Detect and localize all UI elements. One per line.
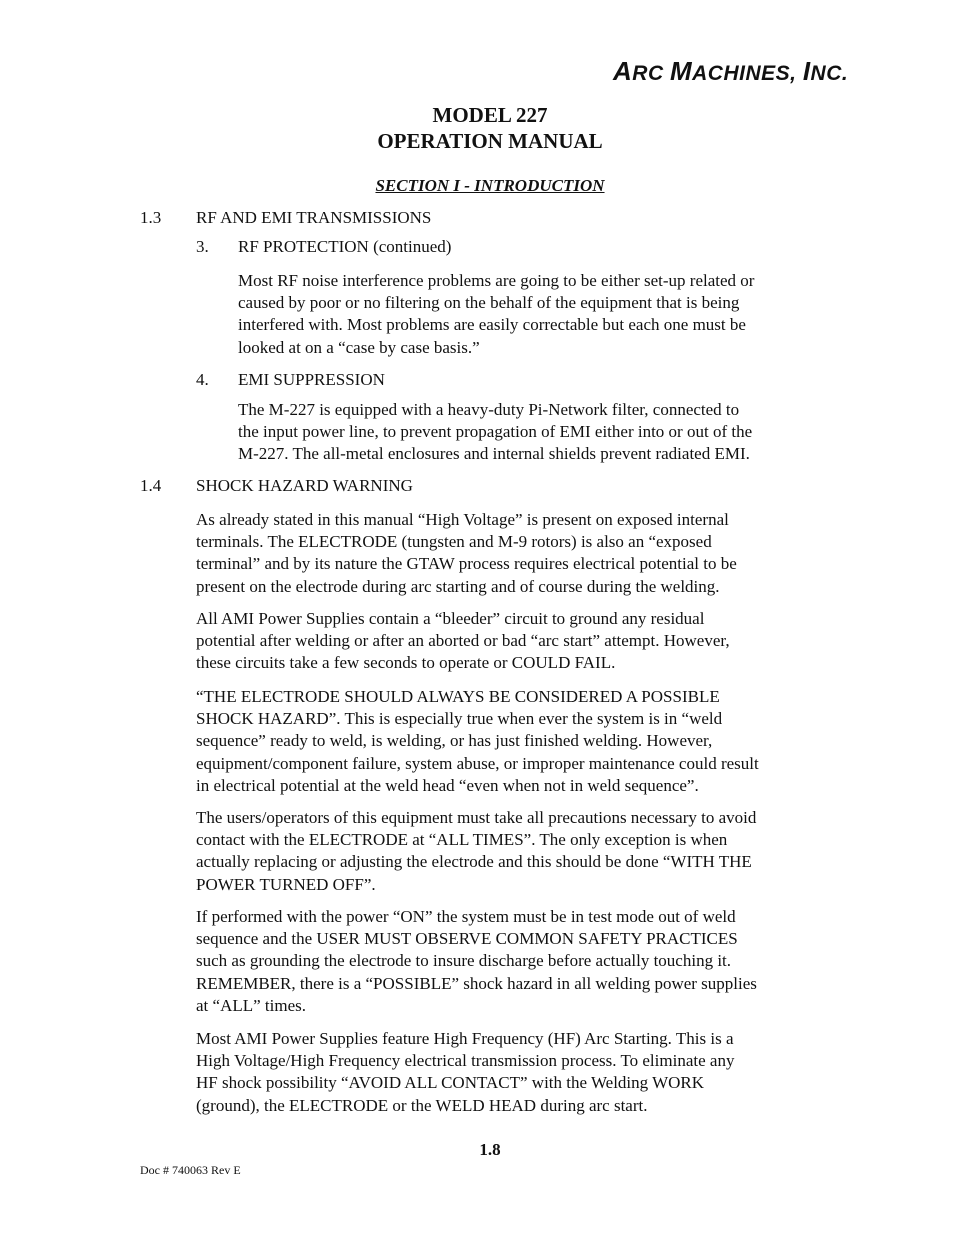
- text-line: terminals. The ELECTRODE (tungsten and M-9 rotors) is also an “exposed: [196, 532, 712, 552]
- logo-letter: A: [613, 56, 633, 86]
- paragraph-shock-5: [196, 906, 836, 1017]
- paragraph-shock-1: [196, 509, 836, 598]
- text-line: If performed with the power “ON” the system must be in test mode out of weld: [196, 907, 736, 926]
- item-number: 4.: [196, 370, 209, 389]
- text-line: equipment/component failure, system abuse, or improper maintenance could result: [196, 753, 759, 773]
- text-line: HF shock possibility “AVOID ALL CONTACT” with the Welding WORK: [196, 1073, 705, 1093]
- text-line: such as grounding the electrode to insure discharge before actually touching it.: [196, 951, 732, 971]
- logo-letter: I: [802, 56, 811, 86]
- paragraph-emi-suppression: [238, 399, 878, 466]
- text-line: contact with the ELECTRODE at “ALL TIMES”. The only exception is when: [196, 830, 728, 850]
- logo-text: ACHINES,: [692, 62, 803, 85]
- section-heading: SECTION I - INTRODUCTION: [375, 176, 605, 195]
- document-title-manual: OPERATION MANUAL: [377, 129, 603, 153]
- section-number: 1.4: [140, 476, 162, 495]
- paragraph-shock-2: [196, 608, 836, 675]
- text-line: actually replacing or adjusting the electrode and this should be done “WITH THE: [196, 852, 752, 872]
- logo-letter: M: [669, 56, 693, 86]
- logo-text: NC.: [810, 62, 849, 85]
- text-line: potential after welding or after an aborted or bad “arc start” attempt. However,: [196, 631, 730, 651]
- paragraph-rf-protection: [238, 270, 878, 359]
- section-title: SHOCK HAZARD WARNING: [196, 476, 413, 495]
- section-title: RF AND EMI TRANSMISSIONS: [196, 208, 432, 227]
- text-line: interfered with. Most problems are easily correctable but each one must be: [238, 315, 746, 335]
- text-line: Most RF noise interference problems are going to be either set-up related or: [238, 271, 755, 290]
- text-line: All AMI Power Supplies contain a “bleeder” circuit to ground any residual: [196, 609, 705, 628]
- text-line: As already stated in this manual “High Voltage” is present on exposed internal: [196, 510, 729, 529]
- text-line: REMEMBER, there is a “POSSIBLE” shock hazard in all welding power supplies: [196, 973, 757, 993]
- item-title: RF PROTECTION (continued): [238, 237, 452, 256]
- text-line: in electrical potential at the weld head “even when not in weld sequence”.: [196, 775, 699, 795]
- text-line: The users/operators of this equipment must take all precautions necessary to avoid: [196, 808, 757, 827]
- text-line: High Voltage/High Frequency electrical transmission process. To eliminate any: [196, 1051, 735, 1071]
- text-line: sequence and the USER MUST OBSERVE COMMON SAFETY PRACTICES: [196, 929, 738, 949]
- document-number: Doc # 740063 Rev E: [140, 1163, 241, 1177]
- text-line: The M-227 is equipped with a heavy-duty Pi-Network filter, connected to: [238, 400, 740, 419]
- logo-text: RC: [632, 62, 670, 85]
- text-line: terminal” and by its nature the GTAW process requires electrical potential to be: [196, 554, 737, 574]
- text-line: “THE ELECTRODE SHOULD ALWAYS BE CONSIDERED A POSSIBLE: [196, 687, 720, 706]
- text-line: (ground), the ELECTRODE or the WELD HEAD during arc start.: [196, 1095, 648, 1115]
- text-line: these circuits take a few seconds to operate or COULD FAIL.: [196, 653, 616, 673]
- paragraph-shock-3: [196, 686, 836, 797]
- item-title: EMI SUPPRESSION: [238, 370, 385, 389]
- text-line: looked at on a “case by case basis.”: [238, 337, 480, 357]
- text-line: sequence” ready to weld, is welding, or has just finished welding. However,: [196, 731, 713, 751]
- text-line: POWER TURNED OFF”.: [196, 874, 376, 894]
- section-number: 1.3: [140, 208, 162, 227]
- document-title-model: MODEL 227: [432, 103, 548, 127]
- company-logo: [613, 56, 848, 87]
- text-line: present on the electrode during arc starting and of course during the welding.: [196, 576, 720, 596]
- text-line: the input power line, to prevent propagation of EMI either into or out of the: [238, 422, 753, 442]
- text-line: at “ALL” times.: [196, 995, 306, 1015]
- paragraph-shock-6: [196, 1028, 836, 1117]
- text-line: Most AMI Power Supplies feature High Frequency (HF) Arc Starting. This is a: [196, 1029, 734, 1048]
- page-number: 1.8: [479, 1140, 501, 1159]
- text-line: caused by poor or no filtering on the behalf of the equipment that is being: [238, 293, 740, 313]
- text-line: SHOCK HAZARD”. This is especially true when ever the system is in “weld: [196, 709, 723, 729]
- text-line: M-227. The all-metal enclosures and internal shields prevent radiated EMI.: [238, 444, 750, 464]
- item-number: 3.: [196, 237, 209, 256]
- paragraph-shock-4: [196, 807, 836, 896]
